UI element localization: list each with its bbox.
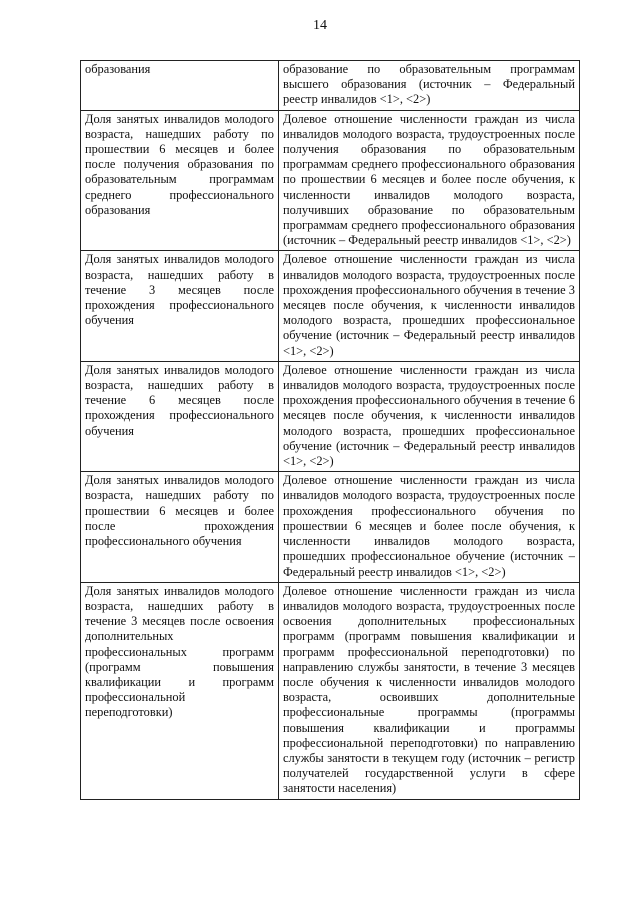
indicator-description-cell: Долевое отношение численности граждан из числа инвалидов молодого возраста, трудоустроенных после прохождения профессионального обучения в течение 6 месяцев после обучения, к численности инвалидов молодого возраста, прошедших профессиональное обучение (источник – Федеральный реестр инвалидов <1>, <2>)	[279, 361, 580, 471]
indicator-description-cell: Долевое отношение численности граждан из числа инвалидов молодого возраста, трудоустроенных после получения образования по образовательным программам среднего профессионального образования по прошествии 6 месяцев и более после обучения, к численности инвалидов молодого возраста, получивших образование по образовательным программам среднего профессионального образования (источник – Федеральный реестр инвалидов <1>, <2>)	[279, 110, 580, 251]
indicators-table	[80, 60, 580, 800]
table-row	[81, 472, 580, 582]
table-row	[81, 582, 580, 799]
indicator-name-cell: Доля занятых инвалидов молодого возраста, нашедших работу по прошествии 6 месяцев и более после получения образования по образовательным программам среднего профессионального образования	[81, 110, 279, 251]
indicator-name-cell: Доля занятых инвалидов молодого возраста, нашедших работу в течение 6 месяцев после прохождения профессионального обучения	[81, 361, 279, 471]
table-row	[81, 361, 580, 471]
indicator-name-cell: Доля занятых инвалидов молодого возраста, нашедших работу в течение 3 месяцев после прохождения профессионального обучения	[81, 251, 279, 361]
indicator-description-cell: образование по образовательным программам высшего образования (источник – Федеральный реестр инвалидов <1>, <2>)	[279, 61, 580, 111]
indicator-name-cell: образования	[81, 61, 279, 111]
indicator-name-cell: Доля занятых инвалидов молодого возраста, нашедших работу в течение 3 месяцев после освоения дополнительных профессиональных программ (программ повышения квалификации и программ профессиональной переподготовки)	[81, 582, 279, 799]
indicator-name-cell: Доля занятых инвалидов молодого возраста, нашедших работу по прошествии 6 месяцев и более после прохождения профессионального обучения	[81, 472, 279, 582]
table-row	[81, 251, 580, 361]
indicator-description-cell: Долевое отношение численности граждан из числа инвалидов молодого возраста, трудоустроенных после освоения дополнительных профессиональных программ (программ повышения квалификации и программ профессиональной переподготовки) по направлению службы занятости, в течение 3 месяцев после обучения к численности инвалидов молодого возраста, освоивших дополнительные профессиональные программы (программы повышения квалификации и программы профессиональной переподготовки) по направлению службы занятости в текущем году (источник – регистр получателей государственной услуги в сфере занятости населения)	[279, 582, 580, 799]
indicators-table-body	[81, 61, 580, 800]
indicator-description-cell: Долевое отношение численности граждан из числа инвалидов молодого возраста, трудоустроенных после прохождения профессионального обучения по прошествии 6 месяцев и более после обучения, к численности инвалидов молодого возраста, прошедших профессиональное обучение (источник – Федеральный реестр инвалидов <1>, <2>)	[279, 472, 580, 582]
table-row	[81, 61, 580, 111]
table-row	[81, 110, 580, 251]
indicator-description-cell: Долевое отношение численности граждан из числа инвалидов молодого возраста, трудоустроенных после прохождения профессионального обучения в течение 3 месяцев после обучения, к численности инвалидов молодого возраста, прошедших профессиональное обучение (источник – Федеральный реестр инвалидов <1>, <2>)	[279, 251, 580, 361]
page-number: 14	[313, 18, 327, 33]
